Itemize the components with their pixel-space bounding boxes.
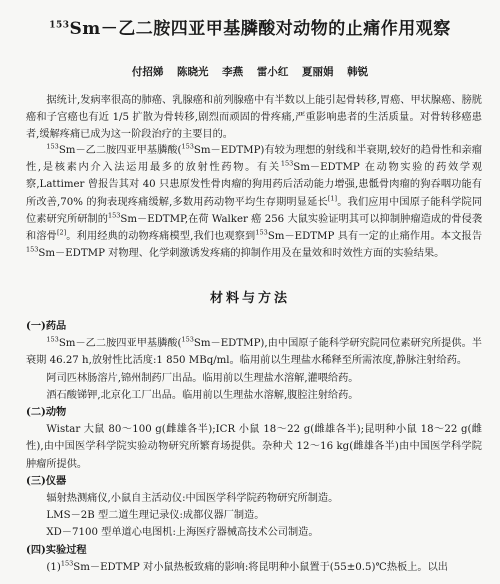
author-list: 付招娣 陈晓光 李燕 雷小红 夏丽娟 韩锐 [131,66,369,78]
citation-ref[interactable]: [2] [56,228,67,237]
isotope-superscript: 153 [280,159,294,168]
instrument-line-1: 辐射热测痛仪,小鼠自主活动仪:中国医学科学院药物研究所制造。 [46,493,339,505]
intro-paragraph-2 [26,142,482,262]
text-span: 。我们应用中国原子能科学院同位素研究所研制的 [26,196,483,225]
isotope-superscript: 153 [181,142,194,151]
isotope-superscript: 153 [107,211,121,220]
citation-ref[interactable]: [1] [327,194,338,203]
subheading-drugs: (一)药品 [26,320,67,332]
section-heading-materials-methods: 材料与方法 [209,291,290,306]
text-span: Sm－EDTMP)有较为理想的射线和半衰期,较好的趋骨性和亲瘤性,是核素内介入法运用最多的放射性药物。有关 [26,145,482,174]
aspirin-paragraph: 阿司匹林肠溶片,锦州制药厂出品。临用前以生理盐水溶解,灌喂给药。 [46,372,359,384]
tartrate-paragraph: 酒石酸锑钾,北京化工厂出品。临用前以生理盐水溶解,腹腔注射给药。 [46,389,359,401]
isotope-superscript: 153 [46,142,59,151]
isotope-superscript: 153 [255,228,268,237]
text-span: Sm－乙二胺四亚甲基膦酸( [58,145,182,156]
text-span: Sm－EDTMP 对小鼠热板致痛的影响:将昆明种小鼠置于(55±0.5)℃热板上。以出 [73,561,448,573]
text-span: Sm－乙二胺四亚甲基膦酸( [58,338,182,350]
text-span: Sm－EDTMP 对物理、化学刺激诱发疼痛的抑制作用及在量效和时效性方面的实验结果。 [38,248,445,260]
instrument-line-3: XD－7100 型单道心电图机:上海医疗器械高技术公司制造。 [46,527,319,539]
isotope-superscript: 153 [26,245,39,254]
text-span: Sm－EDTMP 具有一定的止痛作用。本文报告 [267,231,483,243]
procedure-paragraph [26,559,482,576]
text-span: Sm－EDTMP 在动物实验的药效学观察,Lattimer 曾报告其对 40 只患原发性骨肉瘤的狗用药后活动能力增强,患骶骨肉瘤的狗吞咽功能有所改善,70% 的狗表现疼痛缓解,多数用药动物平均生存期明显延长 [26,162,482,208]
text-span: Sm－EDTMP),由中国原子能科学研究院同位素研究所提供。半衰期 46.27 h,放射性比活度:1 850 MBq/ml。临用前以生理盐水稀释至所需浓度,静脉注射给药。 [26,338,482,367]
animals-paragraph: Wistar 大鼠 80～100 g(雌雄各半);ICR 小鼠 18～22 g(雌雄各半);昆明种小鼠 18～22 g(雌性),由中国医学科学院实验动物研究所繁育场提供。杂种犬 12～16 kg(雌雄各半)由中国医学科学院肿瘤所提供。 [26,424,482,470]
isotope-superscript: 153 [46,335,59,344]
text-span: Sm－EDTMP,在荷 Walker 癌 256 大鼠实验证明其可以抑制肿瘤造成的骨侵袭和溶骨 [26,213,483,243]
title-text: Sm－乙二胺四亚甲基膦酸对动物的止痛作用观察 [69,19,451,39]
drug-paragraph [26,335,482,369]
instrument-line-2: LMS－2B 型二道生理记录仪:成都仪器厂制造。 [46,510,265,522]
text-span: (1) [46,561,61,573]
text-span: 。利用经典的动物疼痛模型,我们也观察到 [66,231,256,243]
title-isotope-superscript: 153 [49,20,70,31]
subheading-procedure: (四)实验过程 [26,543,87,556]
article-title [0,14,500,39]
intro-paragraph-1: 据统计,发病率很高的肺癌、乳腺癌和前列腺癌中有半数以上能引起骨转移,胃癌、甲状腺癌、膀胱癌和子宫癌也有近 1/5 扩散为骨转移,剧烈而顽固的骨疼痛,严重影响患者的生活质量。对骨转移癌患者,缓解疼痛已成为这一阶段治疗的主要目的。 [26,95,482,141]
isotope-superscript: 153 [181,335,194,344]
subheading-animals: (二)动物 [26,406,67,419]
subheading-instruments: (三)仪器 [26,474,67,487]
methods-section [26,318,482,576]
isotope-superscript: 153 [60,559,74,568]
